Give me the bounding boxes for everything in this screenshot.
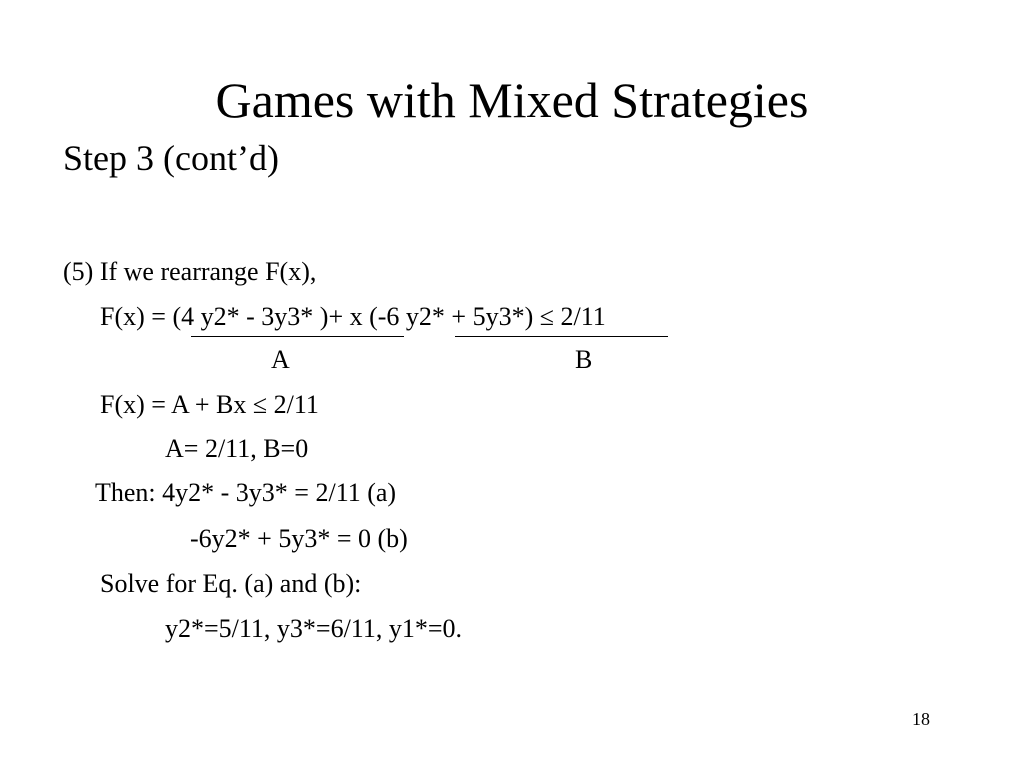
solution-line: y2*=5/11, y3*=6/11, y1*=0. <box>165 614 463 643</box>
term-a-underline <box>191 336 404 337</box>
term-b-underline <box>455 336 668 337</box>
fx-mid: + x <box>328 302 370 331</box>
slide-title: Games with Mixed Strategies <box>215 72 809 128</box>
fx-prefix: F(x) = <box>100 302 173 331</box>
term-a-label: A <box>271 345 290 374</box>
solve-prompt-line: Solve for Eq. (a) and (b): <box>100 569 362 598</box>
fx-simplified-line: F(x) = A + Bx ≤ 2/11 <box>100 390 319 419</box>
term-b: (-6 y2* + 5y3*) <box>369 302 534 331</box>
fx-suffix: ≤ 2/11 <box>533 302 606 331</box>
intro-line: (5) If we rearrange F(x), <box>63 257 317 286</box>
term-a: (4 y2* - 3y3* ) <box>172 302 329 331</box>
equation-a-line: Then: 4y2* - 3y3* = 2/11 (a) <box>95 478 397 507</box>
equation-b-line: -6y2* + 5y3* = 0 (b) <box>190 524 408 553</box>
term-b-label: B <box>575 345 593 374</box>
slide-subtitle: Step 3 (cont’d) <box>63 138 279 178</box>
fx-equation-line <box>100 300 606 334</box>
values-ab-line: A= 2/11, B=0 <box>165 434 309 463</box>
page-number: 18 <box>912 709 930 729</box>
